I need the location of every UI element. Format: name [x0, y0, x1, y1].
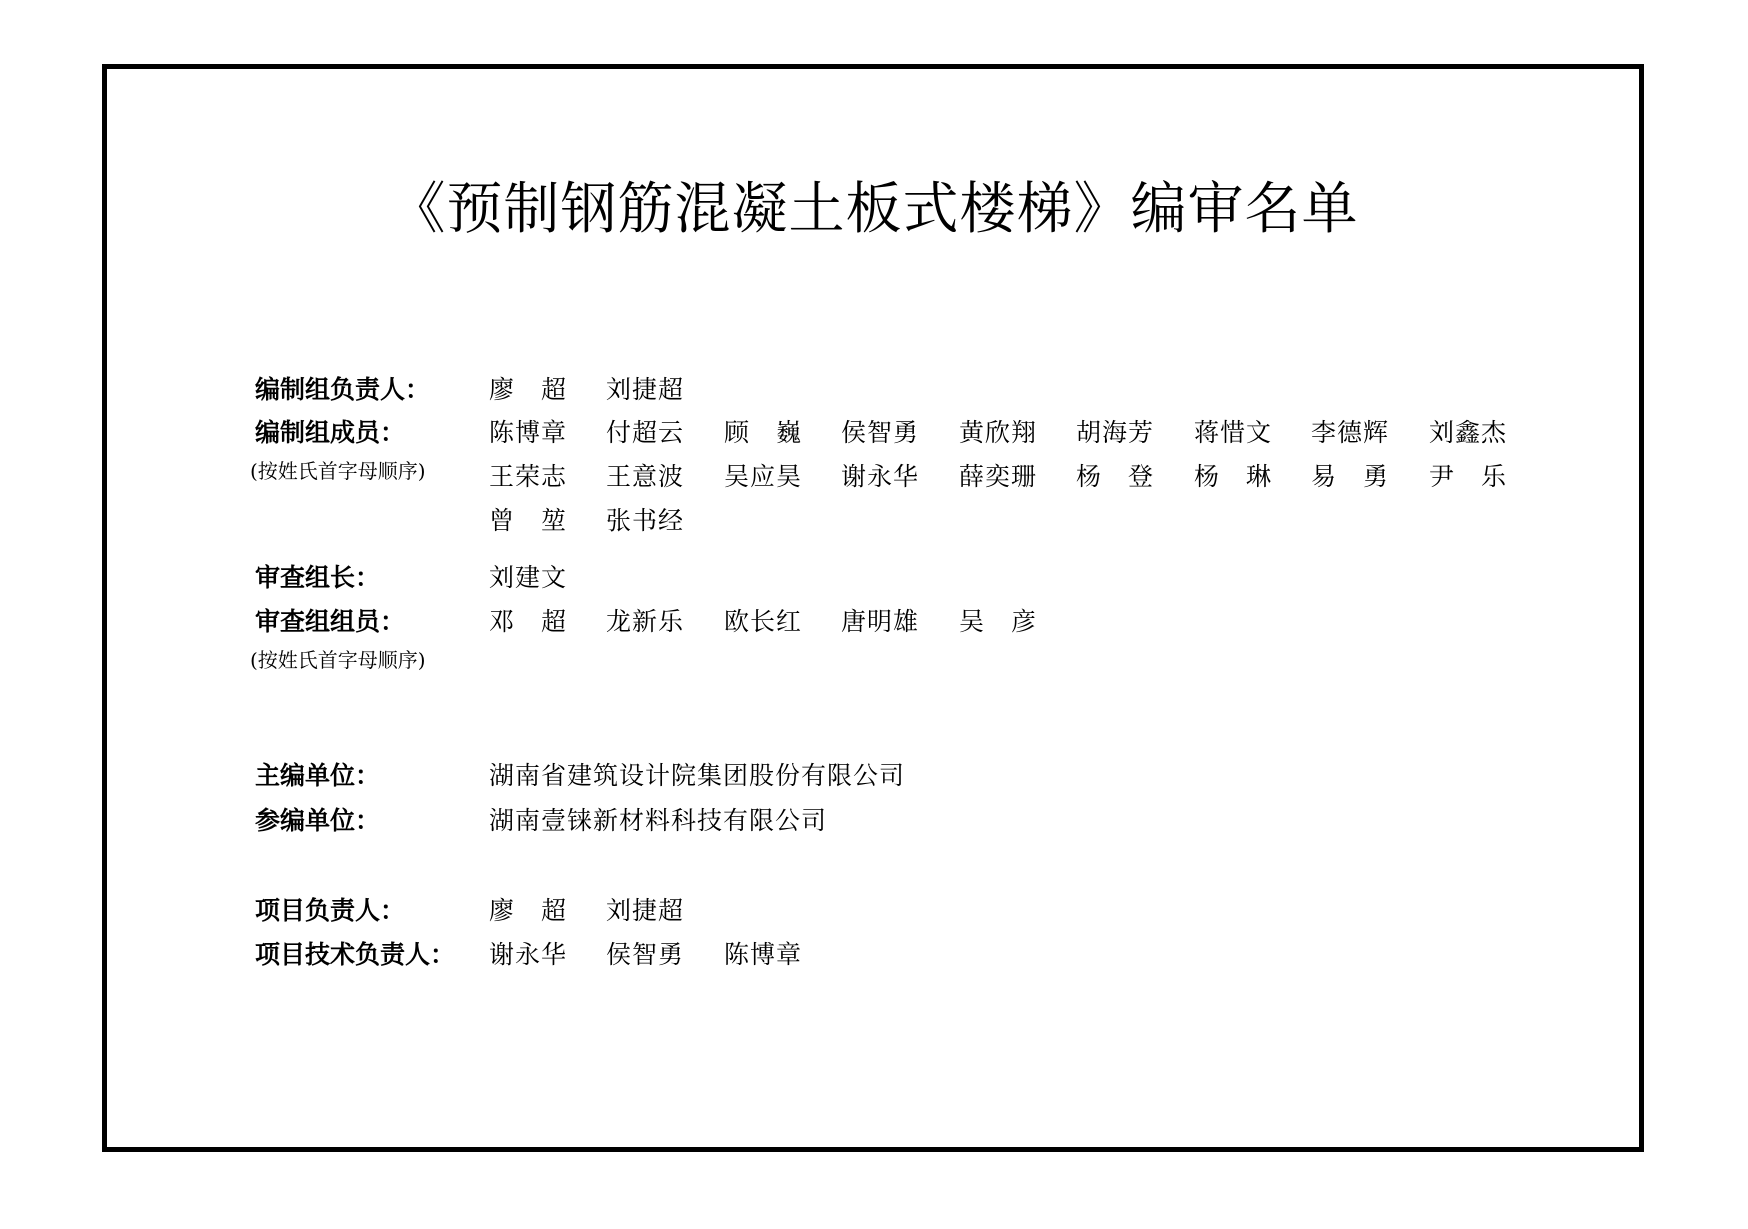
compile-leader-label: 编制组负责人： [255, 375, 431, 404]
person-name: 廖 超 [489, 375, 568, 404]
participating-unit-label: 参编单位： [255, 806, 381, 835]
person-name: 刘建文 [489, 563, 568, 592]
person-name: 廖 超 [489, 896, 568, 925]
person-name: 刘捷超 [606, 896, 685, 925]
person-name: 曾 堃 [489, 506, 568, 535]
participating-unit-value: 湖南壹铼新材料科技有限公司 [489, 806, 828, 835]
person-name: 欧长红 [724, 607, 803, 636]
project-leader-label: 项目负责人： [255, 896, 406, 925]
person-name: 顾 巍 [724, 418, 803, 447]
person-name: 唐明雄 [841, 607, 920, 636]
person-name: 陈博章 [724, 940, 803, 969]
review-leader-label: 审查组长： [255, 563, 381, 592]
person-name: 薛奕珊 [959, 462, 1038, 491]
person-name: 胡海芳 [1076, 418, 1155, 447]
person-name: 尹 乐 [1429, 462, 1508, 491]
person-name: 龙新乐 [606, 607, 685, 636]
person-name: 侯智勇 [606, 940, 685, 969]
person-name: 王荣志 [489, 462, 568, 491]
person-name: 吴 彦 [959, 607, 1038, 636]
person-name: 侯智勇 [841, 418, 920, 447]
review-members-label: 审查组组员： [255, 607, 406, 636]
person-name: 吴应昊 [724, 462, 803, 491]
person-name: 邓 超 [489, 607, 568, 636]
person-name: 蒋惜文 [1194, 418, 1273, 447]
person-name: 李德辉 [1311, 418, 1390, 447]
review-members-order-note: (按姓氏首字母顺序) [250, 648, 426, 672]
compile-members-order-note: (按姓氏首字母顺序) [250, 459, 426, 483]
person-name: 张书经 [606, 506, 685, 535]
chief-unit-label: 主编单位： [255, 761, 381, 790]
person-name: 杨 登 [1076, 462, 1155, 491]
person-name: 谢永华 [841, 462, 920, 491]
person-name: 谢永华 [489, 940, 568, 969]
person-name: 王意波 [606, 462, 685, 491]
person-name: 黄欣翔 [959, 418, 1038, 447]
project-tech-leader-label: 项目技术负责人： [255, 940, 456, 969]
person-name: 刘捷超 [606, 375, 685, 404]
compile-members-label: 编制组成员： [255, 418, 406, 447]
person-name: 陈博章 [489, 418, 568, 447]
page-title: 《预制钢筋混凝土板式楼梯》编审名单 [389, 177, 1359, 242]
person-name: 付超云 [606, 418, 685, 447]
person-name: 刘鑫杰 [1429, 418, 1508, 447]
chief-unit-value: 湖南省建筑设计院集团股份有限公司 [489, 761, 906, 790]
person-name: 杨 琳 [1194, 462, 1273, 491]
person-name: 易 勇 [1311, 462, 1390, 491]
